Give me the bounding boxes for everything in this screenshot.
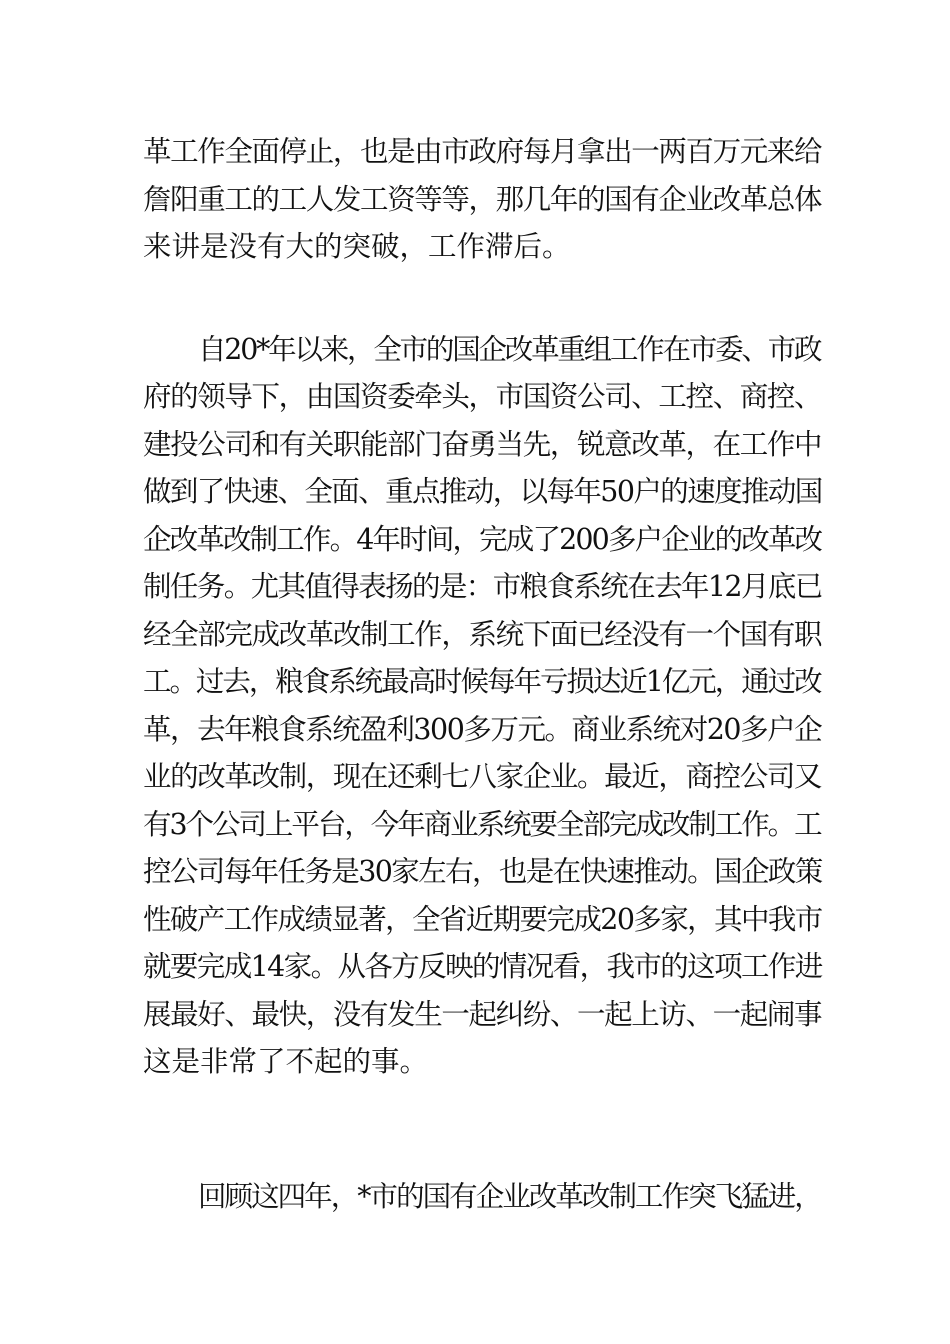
text-line: 做到了快速、全面、重点推动，以每年50户的速度推动国 xyxy=(143,475,822,508)
text-line: 府的领导下，由国资委牵头，市国资公司、工控、商控、 xyxy=(143,380,822,413)
text-line: 经全部完成改革改制工作，系统下面已经没有一个国有职 xyxy=(143,618,822,651)
text-line: 有3个公司上平台，今年商业系统要全部完成改制工作。工 xyxy=(143,808,821,841)
text-line: 詹阳重工的工人发工资等等，那几年的国有企业改革总体 xyxy=(143,183,822,216)
text-line: 性破产工作成绩显著，全省近期要完成20多家，其中我市 xyxy=(143,903,822,936)
text-line: 展最好、最快，没有发生一起纠纷、一起上访、一起闹事 xyxy=(143,998,822,1031)
text-line: 回顾这四年，*市的国有企业改革改制工作突飞猛进， xyxy=(198,1180,821,1213)
text-line: 这是非常了不起的事。 xyxy=(143,1045,429,1078)
text-line xyxy=(143,1088,823,1132)
text-line: 制任务。尤其值得表扬的是：市粮食系统在去年12月底已 xyxy=(143,570,822,603)
text-line: 业的改革改制，现在还剩七八家企业。最近，商控公司又 xyxy=(143,760,822,793)
text-line: 革工作全面停止，也是由市政府每月拿出一两百万元来给 xyxy=(143,135,822,168)
text-line: 控公司每年任务是30家左右，也是在快速推动。国企政策 xyxy=(143,855,822,888)
text-line: 企改革改制工作。4年时间，完成了200多户企业的改革改 xyxy=(143,523,822,556)
text-line: 革，去年粮食系统盈利300多万元。商业系统对20多户企 xyxy=(143,713,822,746)
text-line: 就要完成14家。从各方反映的情况看，我市的这项工作进 xyxy=(143,950,822,983)
text-line: 建投公司和有关职能部门奋勇当先，锐意改革，在工作中 xyxy=(143,428,822,461)
text-line: 来讲是没有大的突破，工作滞后。 xyxy=(143,230,571,263)
text-line: 工。过去，粮食系统最高时候每年亏损达近1亿元，通过改 xyxy=(143,665,821,698)
text-line: 自20*年以来，全市的国企改革重组工作在市委、市政 xyxy=(198,333,821,366)
